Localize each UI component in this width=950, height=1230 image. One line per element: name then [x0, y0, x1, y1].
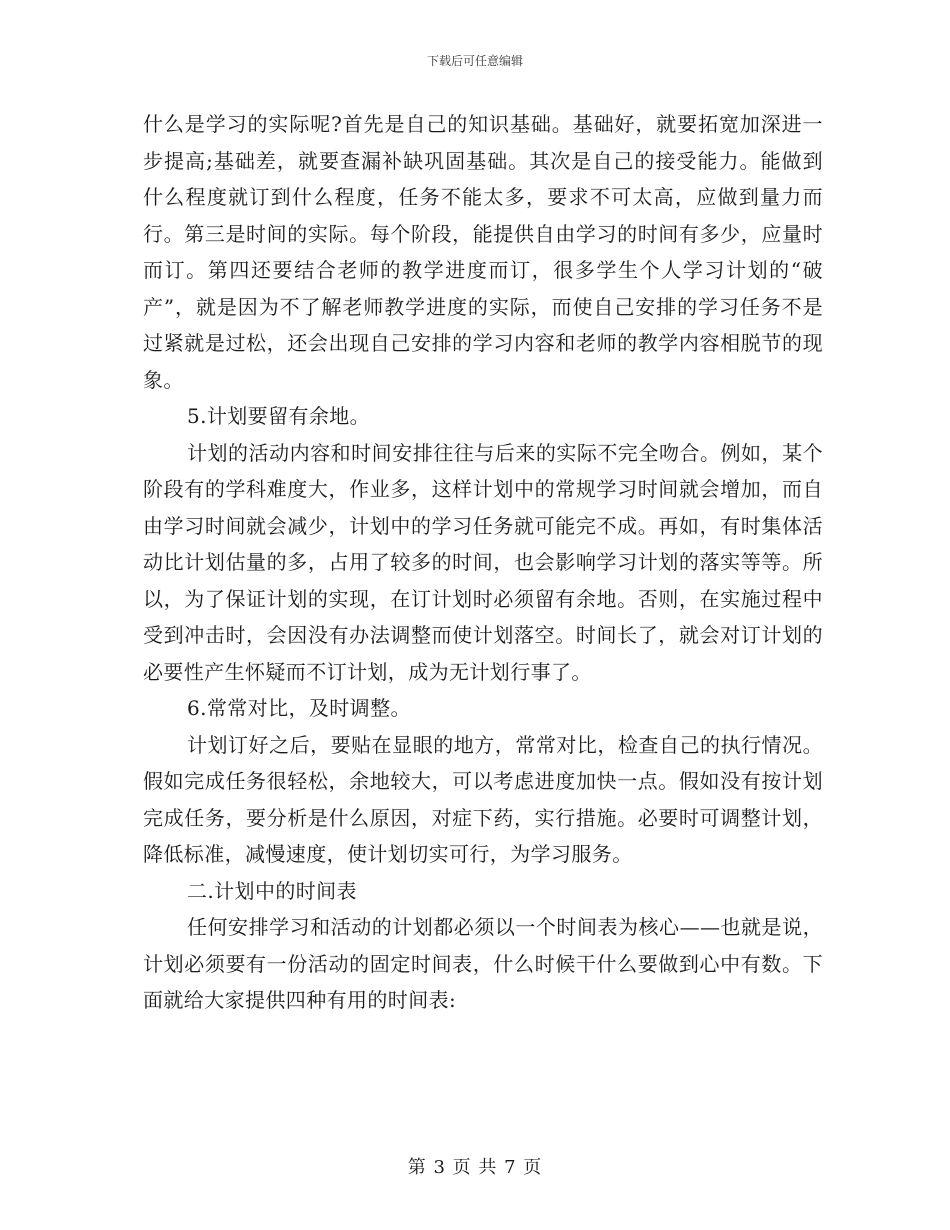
page-header: 下载后可任意编辑 — [426, 54, 523, 68]
section-heading-6: 6.常常对比，及时调整。 — [187, 696, 411, 720]
paragraph-section-6: 计划订好之后，要贴在显眼的地方，常常对比，检查自己的执行情况。假如完成任务很轻松，余地较大，可以考虑进度加快一点。假如没有按计划完成任务，要分析是什么原因，对症下药，实行措施。必要时可调整计划，降低标准，减慢速度，使计划切实可行，为学习服务。 — [143, 732, 823, 866]
paragraph-intro: 什么是学习的实际呢?首先是自己的知识基础。基础好，就要拓宽加深进一步提高;基础差，就要查漏补缺巩固基础。其次是自己的接受能力。能做到什么程度就订到什么程度，任务不能太多，要求不可太高，应做到量力而行。第三是时间的实际。每个阶段，能提供自由学习的时间有多少，应量时而订。第四还要结合老师的教学进度而订，很多学生个人学习计划的“破产”，就是因为不了解老师教学进度的实际，而使自己安排的学习任务不是过紧就是过松，还会出现自己安排的学习内容和老师的教学内容相脱节的现象。 — [143, 112, 823, 392]
document-body — [143, 106, 823, 1019]
section-heading-timetable: 二.计划中的时间表 — [187, 878, 357, 903]
paragraph-section-5: 计划的活动内容和时间安排往往与后来的实际不完全吻合。例如，某个阶段有的学科难度大，作业多，这样计划中的常规学习时间就会增加，而自由学习时间就会减少，计划中的学习任务就可能完不成。再如，有时集体活动比计划估量的多，占用了较多的时间，也会影响学习计划的落实等等。所以，为了保证计划的实现，在订计划时必须留有余地。否则，在实施过程中受到冲击时，会因没有办法调整而使计划落空。时间长了，就会对订计划的必要性产生怀疑而不订计划，成为无计划行事了。 — [143, 440, 823, 684]
section-heading-5: 5.计划要留有余地。 — [187, 404, 371, 428]
paragraph-timetable: 任何安排学习和活动的计划都必须以一个时间表为核心——也就是说，计划必须要有一份活动的固定时间表，什么时候干什么要做到心中有数。下面就给大家提供四种有用的时间表: — [143, 915, 823, 1012]
page-footer: 第 3 页 共 7 页 — [407, 1157, 543, 1178]
